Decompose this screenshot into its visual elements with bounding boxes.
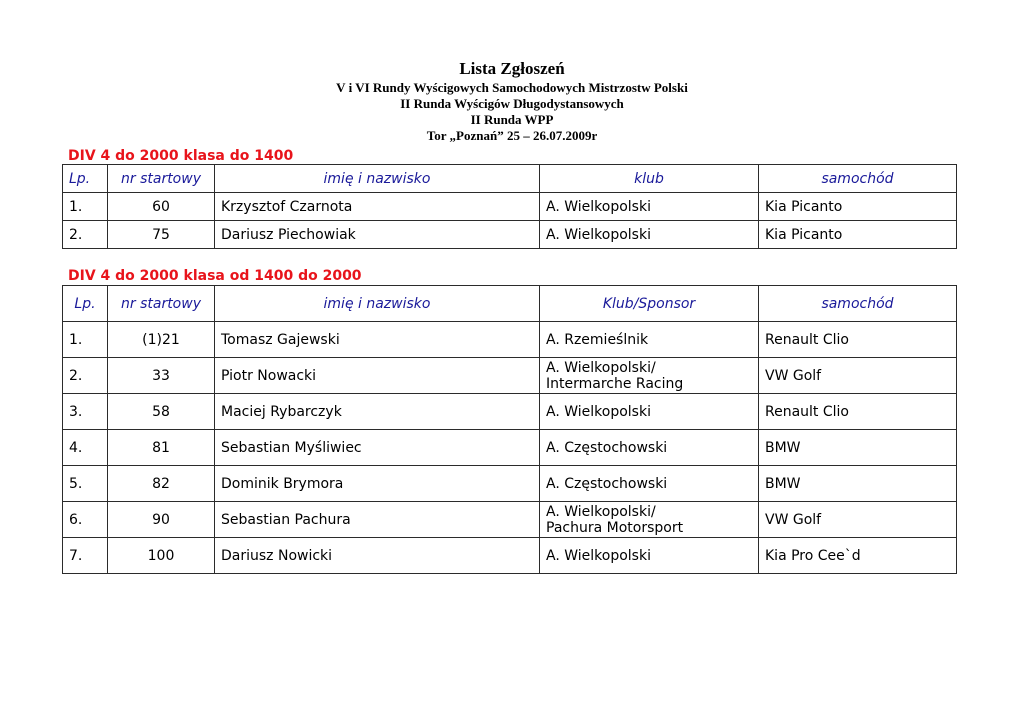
cell-lp: 2. [63, 221, 108, 249]
cell-start-number: (1)21 [108, 322, 215, 358]
table-row [63, 193, 957, 221]
cell-club: A. Częstochowski [540, 430, 759, 466]
document-title: Lista Zgłoszeń [459, 59, 565, 78]
document-header [0, 58, 1024, 144]
cell-club: A. Wielkopolski/ Intermarche Racing [540, 358, 759, 394]
cell-driver-name: Krzysztof Czarnota [215, 193, 540, 221]
cell-car: VW Golf [759, 502, 957, 538]
cell-driver-name: Dariusz Nowicki [215, 538, 540, 574]
cell-start-number: 75 [108, 221, 215, 249]
section-2-title: DIV 4 do 2000 klasa od 1400 do 2000 [68, 268, 362, 284]
table-row [63, 538, 957, 574]
cell-club: A. Rzemieślnik [540, 322, 759, 358]
col-header-club: klub [540, 165, 759, 193]
subtitle-line-3: II Runda WPP [470, 112, 554, 127]
section-1-title: DIV 4 do 2000 klasa do 1400 [68, 148, 294, 164]
cell-start-number: 82 [108, 466, 215, 502]
cell-driver-name: Dominik Brymora [215, 466, 540, 502]
cell-club: A. Wielkopolski [540, 193, 759, 221]
cell-car: Kia Picanto [759, 193, 957, 221]
cell-start-number: 100 [108, 538, 215, 574]
table-row [63, 502, 957, 538]
cell-club: A. Wielkopolski/ Pachura Motorsport [540, 502, 759, 538]
cell-start-number: 81 [108, 430, 215, 466]
cell-car: Kia Pro Cee`d [759, 538, 957, 574]
table-row [63, 430, 957, 466]
cell-lp: 7. [63, 538, 108, 574]
cell-lp: 1. [63, 193, 108, 221]
col-header-car: samochód [759, 165, 957, 193]
col-header-start-number: nr startowy [108, 286, 215, 322]
table-row [63, 394, 957, 430]
subtitle-line-2: II Runda Wyścigów Długodystansowych [400, 96, 624, 111]
table-class-up-to-1400 [62, 164, 957, 249]
table-class-1400-to-2000 [62, 285, 957, 574]
col-header-lp: Lp. [63, 165, 108, 193]
cell-lp: 6. [63, 502, 108, 538]
cell-lp: 5. [63, 466, 108, 502]
table-header-row [63, 286, 957, 322]
cell-start-number: 58 [108, 394, 215, 430]
col-header-lp: Lp. [63, 286, 108, 322]
subtitle-line-1: V i VI Rundy Wyścigowych Samochodowych Mistrzostw Polski [336, 80, 688, 95]
table-header-row [63, 165, 957, 193]
cell-lp: 4. [63, 430, 108, 466]
cell-car: VW Golf [759, 358, 957, 394]
cell-driver-name: Piotr Nowacki [215, 358, 540, 394]
cell-start-number: 33 [108, 358, 215, 394]
cell-start-number: 60 [108, 193, 215, 221]
cell-car: BMW [759, 466, 957, 502]
cell-lp: 2. [63, 358, 108, 394]
col-header-start-number: nr startowy [108, 165, 215, 193]
cell-club: A. Częstochowski [540, 466, 759, 502]
table-row [63, 358, 957, 394]
cell-start-number: 90 [108, 502, 215, 538]
table-row [63, 221, 957, 249]
cell-car: Renault Clio [759, 322, 957, 358]
cell-club: A. Wielkopolski [540, 394, 759, 430]
cell-driver-name: Maciej Rybarczyk [215, 394, 540, 430]
table-row [63, 466, 957, 502]
cell-lp: 1. [63, 322, 108, 358]
table-row [63, 322, 957, 358]
cell-driver-name: Tomasz Gajewski [215, 322, 540, 358]
cell-car: BMW [759, 430, 957, 466]
cell-club: A. Wielkopolski [540, 221, 759, 249]
cell-club: A. Wielkopolski [540, 538, 759, 574]
cell-car: Kia Picanto [759, 221, 957, 249]
subtitle-line-4: Tor „Poznań” 25 – 26.07.2009r [426, 128, 598, 143]
cell-driver-name: Sebastian Myśliwiec [215, 430, 540, 466]
cell-driver-name: Sebastian Pachura [215, 502, 540, 538]
col-header-club-sponsor: Klub/Sponsor [540, 286, 759, 322]
cell-car: Renault Clio [759, 394, 957, 430]
cell-driver-name: Dariusz Piechowiak [215, 221, 540, 249]
col-header-car: samochód [759, 286, 957, 322]
cell-lp: 3. [63, 394, 108, 430]
col-header-name: imię i nazwisko [215, 286, 540, 322]
col-header-name: imię i nazwisko [215, 165, 540, 193]
